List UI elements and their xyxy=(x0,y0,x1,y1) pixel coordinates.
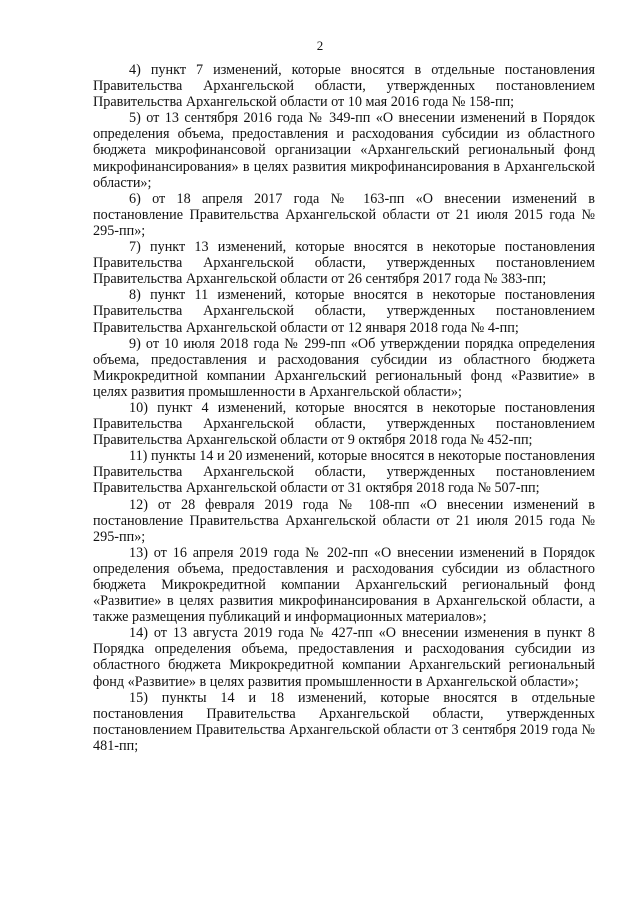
document-body xyxy=(93,62,595,754)
list-item-5: 5) от 13 сентября 2016 года № 349-пп «О внесении изменений в Порядок определения объема, предоставления и расходования субсидии из областного бюджета микрофинансовой организации «Архангельский региональный фонд микрофинансирования» в целях развития микрофинансирования в Архангельской области»; xyxy=(93,110,595,191)
list-item-8: 8) пункт 11 изменений, которые вносятся в некоторые постановления Правительства Архангельской области, утвержденных постановлением Правительства Архангельской области от 12 января 2018 года № 4-пп; xyxy=(93,287,595,336)
list-item-9: 9) от 10 июля 2018 года № 299-пп «Об утверждении порядка определения объема, предоставления и расходования субсидии из областного бюджета Микрокредитной компании Архангельский региональный фонд «Развитие» в целях развития промышленности в Архангельской области»; xyxy=(93,335,595,400)
page-number: 2 xyxy=(316,38,324,53)
list-item-4: 4) пункт 7 изменений, которые вносятся в отдельные постановления Правительства Архангельской области, утвержденных постановлением Правительства Архангельской области от 10 мая 2016 года № 158-пп; xyxy=(93,62,595,111)
list-item-15: 15) пункты 14 и 18 изменений, которые вносятся в отдельные постановления Правительства Архангельской области, утвержденных постановлением Правительства Архангельской области от 3 сентября 2019 года № 481-пп; xyxy=(93,689,595,754)
list-item-10: 10) пункт 4 изменений, которые вносятся в некоторые постановления Правительства Архангельской области, утвержденных постановлением Правительства Архангельской области от 9 октября 2018 года № 452-пп; xyxy=(93,399,595,449)
list-item-14: 14) от 13 августа 2019 года № 427-пп «О внесении изменения в пункт 8 Порядка определения объема, предоставления и расходования субсидии из областного бюджета Микрокредитной компании Архангельский региональный фонд «Развитие» в целях развития промышленности в Архангельской области»; xyxy=(93,625,595,690)
list-item-6: 6) от 18 апреля 2017 года № 163-пп «О внесении изменений в постановление Правительства Архангельской области от 21 июля 2015 года № 295-пп»; xyxy=(93,190,595,239)
list-item-11: 11) пункты 14 и 20 изменений, которые вносятся в некоторые постановления Правительства Архангельской области, утвержденных постановлением Правительства Архангельской области от 31 октября 2018 года № 507-пп; xyxy=(93,448,595,497)
list-item-12: 12) от 28 февраля 2019 года № 108-пп «О внесении изменений в постановление Правительства Архангельской области от 21 июля 2015 года № 295-пп»; xyxy=(93,496,595,545)
list-item-7: 7) пункт 13 изменений, которые вносятся в некоторые постановления Правительства Архангельской области, утвержденных постановлением Правительства Архангельской области от 26 сентября 2017 года № 383-пп; xyxy=(93,239,595,288)
list-item-13: 13) от 16 апреля 2019 года № 202-пп «О внесении изменений в Порядок определения объема, предоставления и расходования субсидии из областного бюджета Микрокредитной компании Архангельский региональный фонд «Развитие» в целях развития микрофинансирования в Архангельской области, а также размещения публикаций и информационных материалов»; xyxy=(93,544,595,626)
